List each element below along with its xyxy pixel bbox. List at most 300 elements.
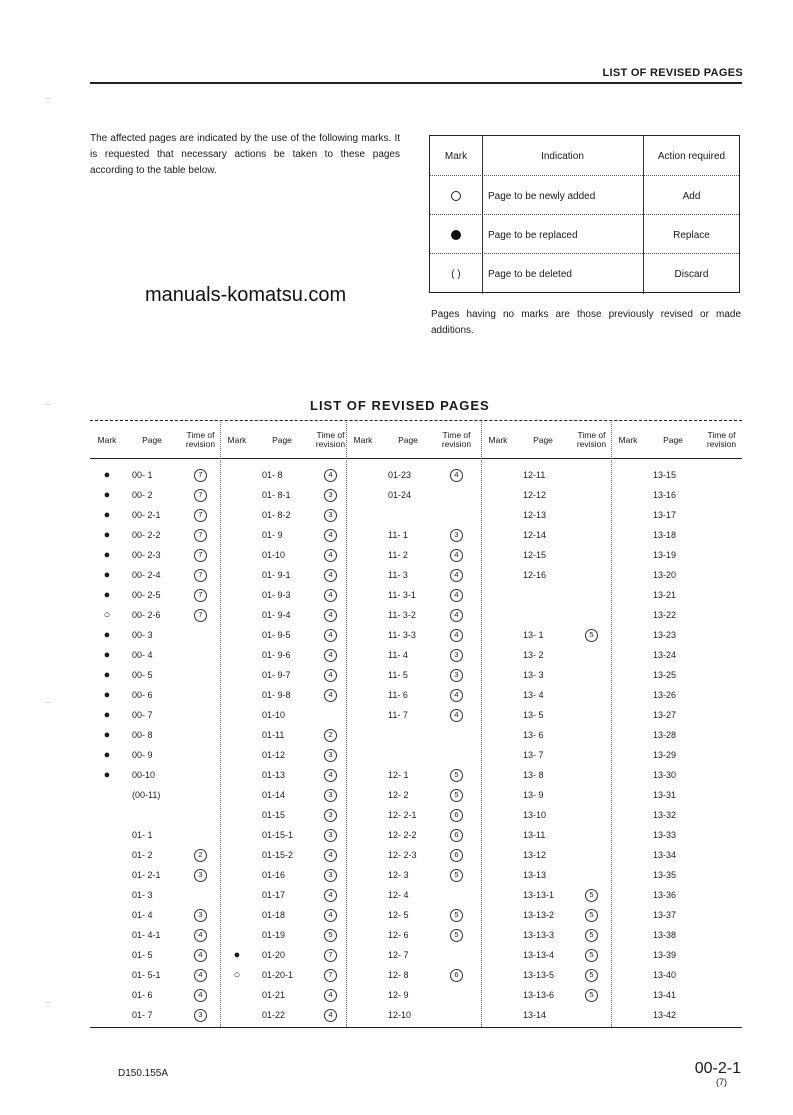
row-page: 13-13-5 xyxy=(523,970,555,980)
revision-circle-icon: 4 xyxy=(450,629,463,642)
row-page: 13- 1 xyxy=(523,630,544,640)
revision-circle-icon: 4 xyxy=(324,889,337,902)
revision-circle-icon: 5 xyxy=(585,909,598,922)
row-page: 13-42 xyxy=(653,1010,677,1020)
legend-indication: Page to be deleted xyxy=(482,254,644,294)
row-page: 01- 1 xyxy=(132,830,153,840)
row-revision xyxy=(701,565,742,585)
row-page: 12- 7 xyxy=(388,950,409,960)
row-page: 13-24 xyxy=(653,650,677,660)
row-page: (00-11) xyxy=(132,790,161,800)
revision-circle-icon: 5 xyxy=(585,969,598,982)
revision-circle-icon: 4 xyxy=(450,469,463,482)
table-row xyxy=(0,605,793,625)
revision-circle-icon: 3 xyxy=(324,749,337,762)
row-page: 13-26 xyxy=(653,690,677,700)
row-mark xyxy=(611,865,645,885)
row-revision xyxy=(701,1005,742,1025)
row-page: 13-21 xyxy=(653,590,677,600)
row-page: 01-20-1 xyxy=(262,970,294,980)
row-page: 01- 9-6 xyxy=(262,650,291,660)
scan-speck: ·-· xyxy=(45,1000,51,1006)
row-revision xyxy=(701,765,742,785)
row-page: 13-13-3 xyxy=(523,930,555,940)
revision-circle-icon: 7 xyxy=(324,949,337,962)
row-page: 01-13 xyxy=(262,770,286,780)
row-revision xyxy=(701,845,742,865)
table-row xyxy=(0,685,793,705)
row-page: 00- 1 xyxy=(132,470,153,480)
revision-circle-icon: 4 xyxy=(194,929,207,942)
row-mark xyxy=(611,545,645,565)
table-row xyxy=(0,925,793,945)
revision-circle-icon: 3 xyxy=(450,529,463,542)
row-mark xyxy=(611,985,645,1005)
table-row xyxy=(0,965,793,985)
header-rule xyxy=(90,82,742,84)
legend-row-add xyxy=(430,175,739,216)
row-page: 00- 5 xyxy=(132,670,153,680)
legend-row-replace xyxy=(430,214,739,255)
row-mark xyxy=(611,505,645,525)
row-page: 12-16 xyxy=(523,570,547,580)
header-time: Time of revision xyxy=(576,430,607,449)
revision-circle-icon: 7 xyxy=(194,469,207,482)
revision-circle-icon: 4 xyxy=(450,589,463,602)
row-page: 13-27 xyxy=(653,710,677,720)
row-page: 13-19 xyxy=(653,550,677,560)
row-page: 12-13 xyxy=(523,510,547,520)
row-mark xyxy=(611,665,645,685)
row-page: 01- 9 xyxy=(262,530,283,540)
row-mark xyxy=(611,825,645,845)
row-mark: ● xyxy=(103,589,111,601)
row-page: 12-14 xyxy=(523,530,547,540)
legend-header-mark: Mark xyxy=(430,136,483,176)
row-page: 13-22 xyxy=(653,610,677,620)
row-page: 13-10 xyxy=(523,810,547,820)
row-mark: ● xyxy=(103,689,111,701)
revision-circle-icon: 4 xyxy=(324,469,337,482)
row-page: 13-20 xyxy=(653,570,677,580)
revision-circle-icon: 5 xyxy=(585,989,598,1002)
row-page: 11- 4 xyxy=(388,650,408,660)
row-mark: ● xyxy=(233,949,241,961)
row-revision xyxy=(701,985,742,1005)
revision-circle-icon: 2 xyxy=(194,849,207,862)
revision-circle-icon: 4 xyxy=(324,689,337,702)
header-time: Time of revision xyxy=(315,430,346,449)
row-page: 01-21 xyxy=(262,990,286,1000)
table-row xyxy=(0,505,793,525)
header-mark: Mark xyxy=(353,434,373,445)
row-revision xyxy=(701,725,742,745)
revision-circle-icon: 4 xyxy=(324,909,337,922)
table-header-rule xyxy=(90,458,742,459)
row-revision xyxy=(701,645,742,665)
row-page: 01- 2 xyxy=(132,850,153,860)
row-revision xyxy=(701,485,742,505)
legend-indication: Page to be newly added xyxy=(482,176,644,216)
open-circle-icon xyxy=(451,191,461,201)
header-mark: Mark xyxy=(618,434,638,445)
row-page: 13-23 xyxy=(653,630,677,640)
row-page: 13-25 xyxy=(653,670,677,680)
table-row xyxy=(0,625,793,645)
header-time: Time of revision xyxy=(185,430,216,449)
row-page: 13-15 xyxy=(653,470,677,480)
revision-circle-icon: 5 xyxy=(450,789,463,802)
row-page: 13- 7 xyxy=(523,750,544,760)
row-page: 13-34 xyxy=(653,850,677,860)
row-mark: ● xyxy=(103,649,111,661)
page-header-title: LIST OF REVISED PAGES xyxy=(602,67,743,79)
row-page: 13-37 xyxy=(653,910,677,920)
row-page: 00- 2-6 xyxy=(132,610,161,620)
revision-circle-icon: 4 xyxy=(450,609,463,622)
row-page: 13- 2 xyxy=(523,650,544,660)
row-page: 11- 7 xyxy=(388,710,408,720)
row-page: 01-19 xyxy=(262,930,286,940)
row-page: 13-32 xyxy=(653,810,677,820)
table-row xyxy=(0,565,793,585)
table-row xyxy=(0,865,793,885)
table-row xyxy=(0,545,793,565)
table-row xyxy=(0,1005,793,1025)
row-page: 00- 4 xyxy=(132,650,153,660)
row-mark: ● xyxy=(103,529,111,541)
revision-circle-icon: 5 xyxy=(585,949,598,962)
row-revision xyxy=(701,605,742,625)
row-page: 12- 1 xyxy=(388,770,409,780)
revision-circle-icon: 5 xyxy=(585,889,598,902)
row-mark xyxy=(611,925,645,945)
row-page: 12- 2-3 xyxy=(388,850,417,860)
row-mark xyxy=(611,805,645,825)
row-mark xyxy=(611,465,645,485)
row-page: 01-12 xyxy=(262,750,286,760)
watermark-text: manuals-komatsu.com xyxy=(145,284,347,306)
revision-circle-icon: 7 xyxy=(194,549,207,562)
revision-circle-icon: 7 xyxy=(194,589,207,602)
row-page: 01-17 xyxy=(262,890,286,900)
row-page: 13-13-4 xyxy=(523,950,555,960)
row-mark xyxy=(611,785,645,805)
row-page: 13-11 xyxy=(523,830,546,840)
row-revision xyxy=(701,905,742,925)
row-revision xyxy=(701,685,742,705)
header-mark: Mark xyxy=(488,434,508,445)
revision-circle-icon: 3 xyxy=(324,869,337,882)
revision-number: (7) xyxy=(716,1077,727,1087)
scan-speck: ·-· xyxy=(45,402,51,408)
row-page: 12- 3 xyxy=(388,870,409,880)
row-revision xyxy=(701,505,742,525)
table-row xyxy=(0,845,793,865)
row-revision xyxy=(701,825,742,845)
row-page: 13- 8 xyxy=(523,770,544,780)
legend-action: Replace xyxy=(673,229,710,241)
intro-text: The affected pages are indicated by the use of the following marks. It is requested that necessary actions be taken to these pages according to the table below. xyxy=(90,133,400,176)
row-mark: ● xyxy=(103,729,111,741)
revision-circle-icon: 4 xyxy=(450,549,463,562)
header-time: Time of revision xyxy=(706,430,737,449)
revision-circle-icon: 4 xyxy=(324,989,337,1002)
table-row xyxy=(0,585,793,605)
page-number: 00-2-1 xyxy=(694,1060,741,1077)
revision-circle-icon: 3 xyxy=(324,789,337,802)
header-page: Page xyxy=(272,434,292,445)
row-mark: ○ xyxy=(233,969,241,981)
row-mark xyxy=(611,585,645,605)
row-revision xyxy=(701,965,742,985)
revision-circle-icon: 7 xyxy=(194,509,207,522)
revision-circle-icon: 3 xyxy=(194,1009,207,1022)
row-mark xyxy=(611,1005,645,1025)
row-page: 00- 2-3 xyxy=(132,550,161,560)
list-title: LIST OF REVISED PAGES xyxy=(310,398,490,413)
header-mark: Mark xyxy=(227,434,247,445)
note-text: Pages having no marks are those previously revised or made additions. xyxy=(431,309,741,336)
row-page: 12- 9 xyxy=(388,990,409,1000)
row-revision xyxy=(701,745,742,765)
revision-circle-icon: 4 xyxy=(324,849,337,862)
header-page: Page xyxy=(142,434,162,445)
revision-circle-icon: 4 xyxy=(324,669,337,682)
row-page: 01- 5-1 xyxy=(132,970,161,980)
row-mark: ● xyxy=(103,469,111,481)
row-page: 12- 2-1 xyxy=(388,810,417,820)
row-page: 11- 3-2 xyxy=(388,610,416,620)
revision-circle-icon: 3 xyxy=(324,509,337,522)
revision-circle-icon: 4 xyxy=(324,589,337,602)
row-page: 13-36 xyxy=(653,890,677,900)
scan-speck: ·-· xyxy=(45,700,51,706)
row-page: 11- 6 xyxy=(388,690,408,700)
header-page: Page xyxy=(663,434,683,445)
row-page: 01- 4-1 xyxy=(132,930,161,940)
row-page: 12-10 xyxy=(388,1010,412,1020)
row-mark xyxy=(611,745,645,765)
scan-speck: ·-· xyxy=(45,96,51,102)
row-mark xyxy=(611,905,645,925)
row-page: 00- 3 xyxy=(132,630,153,640)
legend-action: Add xyxy=(682,190,701,202)
row-page: 13- 4 xyxy=(523,690,544,700)
header-mark: Mark xyxy=(97,434,117,445)
table-top-rule xyxy=(90,420,742,421)
row-page: 00- 2 xyxy=(132,490,153,500)
revision-circle-icon: 7 xyxy=(194,609,207,622)
row-revision xyxy=(701,705,742,725)
row-page: 13-29 xyxy=(653,750,677,760)
row-mark xyxy=(611,525,645,545)
row-mark xyxy=(611,645,645,665)
row-mark xyxy=(611,565,645,585)
row-page: 13-13-2 xyxy=(523,910,555,920)
row-page: 01- 2-1 xyxy=(132,870,161,880)
row-page: 12- 5 xyxy=(388,910,409,920)
header-time: Time of revision xyxy=(441,430,472,449)
row-page: 01- 4 xyxy=(132,910,153,920)
row-mark xyxy=(611,965,645,985)
row-mark: ○ xyxy=(103,609,111,621)
row-page: 01-15-1 xyxy=(262,830,294,840)
row-page: 12- 2 xyxy=(388,790,409,800)
row-page: 01- 9-8 xyxy=(262,690,291,700)
table-row xyxy=(0,945,793,965)
revision-circle-icon: 5 xyxy=(450,769,463,782)
row-page: 01- 9-5 xyxy=(262,630,291,640)
table-row xyxy=(0,485,793,505)
revision-circle-icon: 3 xyxy=(194,909,207,922)
revision-circle-icon: 5 xyxy=(585,629,598,642)
revision-circle-icon: 4 xyxy=(450,689,463,702)
row-page: 01- 9-3 xyxy=(262,590,291,600)
row-page: 01-16 xyxy=(262,870,286,880)
revision-circle-icon: 7 xyxy=(324,969,337,982)
row-page: 00- 2-1 xyxy=(132,510,161,520)
parentheses-mark: ( ) xyxy=(430,254,483,294)
row-mark xyxy=(611,685,645,705)
row-page: 13-12 xyxy=(523,850,547,860)
table-row xyxy=(0,985,793,1005)
row-mark xyxy=(611,945,645,965)
row-page: 01- 9-1 xyxy=(262,570,291,580)
revision-circle-icon: 6 xyxy=(450,829,463,842)
row-page: 13-40 xyxy=(653,970,677,980)
row-mark: ● xyxy=(103,549,111,561)
revision-circle-icon: 2 xyxy=(324,729,337,742)
table-row xyxy=(0,805,793,825)
row-page: 01-10 xyxy=(262,550,286,560)
filled-circle-icon xyxy=(451,230,461,240)
row-revision xyxy=(701,545,742,565)
row-page: 01- 8-1 xyxy=(262,490,291,500)
row-page: 01- 9-4 xyxy=(262,610,291,620)
revision-circle-icon: 4 xyxy=(324,549,337,562)
row-page: 13-39 xyxy=(653,950,677,960)
row-page: 00- 8 xyxy=(132,730,153,740)
legend-header-action: Action required xyxy=(657,150,726,162)
row-page: 11- 3-1 xyxy=(388,590,416,600)
row-revision xyxy=(701,865,742,885)
legend-table xyxy=(429,135,740,293)
row-page: 11- 3 xyxy=(388,570,408,580)
revision-circle-icon: 4 xyxy=(450,709,463,722)
row-page: 01- 5 xyxy=(132,950,153,960)
row-mark: ● xyxy=(103,769,111,781)
row-page: 13-30 xyxy=(653,770,677,780)
row-mark: ● xyxy=(103,569,111,581)
header-page: Page xyxy=(533,434,553,445)
row-revision xyxy=(701,625,742,645)
row-mark: ● xyxy=(103,709,111,721)
row-page: 01-22 xyxy=(262,1010,286,1020)
table-row xyxy=(0,905,793,925)
row-revision xyxy=(701,885,742,905)
row-revision xyxy=(701,925,742,945)
row-page: 01- 7 xyxy=(132,1010,153,1020)
revision-circle-icon: 5 xyxy=(450,869,463,882)
row-page: 00- 2-4 xyxy=(132,570,161,580)
row-page: 00- 7 xyxy=(132,710,153,720)
revision-circle-icon: 4 xyxy=(194,949,207,962)
table-row xyxy=(0,825,793,845)
row-page: 12- 8 xyxy=(388,970,409,980)
revision-circle-icon: 3 xyxy=(194,869,207,882)
row-mark: ● xyxy=(103,749,111,761)
revision-circle-icon: 4 xyxy=(450,569,463,582)
row-page: 00- 2-5 xyxy=(132,590,161,600)
revision-circle-icon: 6 xyxy=(450,849,463,862)
table-row xyxy=(0,705,793,725)
revision-circle-icon: 4 xyxy=(324,649,337,662)
table-row xyxy=(0,885,793,905)
row-page: 13-31 xyxy=(653,790,677,800)
revision-circle-icon: 3 xyxy=(324,809,337,822)
revision-circle-icon: 5 xyxy=(585,929,598,942)
row-page: 01-15 xyxy=(262,810,286,820)
revision-circle-icon: 7 xyxy=(194,569,207,582)
revision-circle-icon: 4 xyxy=(324,529,337,542)
table-bottom-rule xyxy=(90,1027,742,1028)
row-page: 01- 8 xyxy=(262,470,283,480)
row-revision xyxy=(701,465,742,485)
legend-row-discard xyxy=(430,253,739,294)
row-mark xyxy=(611,705,645,725)
row-page: 01- 9-7 xyxy=(262,670,291,680)
table-row xyxy=(0,525,793,545)
row-page: 01-14 xyxy=(262,790,286,800)
row-page: 00-10 xyxy=(132,770,156,780)
revision-circle-icon: 7 xyxy=(194,529,207,542)
row-mark xyxy=(611,885,645,905)
table-row xyxy=(0,785,793,805)
revision-circle-icon: 4 xyxy=(194,969,207,982)
row-page: 13-38 xyxy=(653,930,677,940)
row-revision xyxy=(701,525,742,545)
row-page: 11- 3-3 xyxy=(388,630,416,640)
model-number: D150.155A xyxy=(118,1068,169,1079)
row-mark xyxy=(611,485,645,505)
row-mark xyxy=(611,765,645,785)
row-page: 11- 1 xyxy=(388,530,408,540)
row-mark xyxy=(611,725,645,745)
row-mark: ● xyxy=(103,489,111,501)
row-mark xyxy=(611,845,645,865)
row-page: 13-17 xyxy=(653,510,677,520)
row-revision xyxy=(701,805,742,825)
row-page: 13- 9 xyxy=(523,790,544,800)
revision-circle-icon: 7 xyxy=(194,489,207,502)
table-row xyxy=(0,765,793,785)
revision-circle-icon: 5 xyxy=(450,909,463,922)
row-page: 13-18 xyxy=(653,530,677,540)
table-row xyxy=(0,645,793,665)
revision-circle-icon: 4 xyxy=(324,1009,337,1022)
row-mark: ● xyxy=(103,669,111,681)
row-page: 01-20 xyxy=(262,950,286,960)
row-page: 01- 6 xyxy=(132,990,153,1000)
row-mark: ● xyxy=(103,509,111,521)
row-page: 01-11 xyxy=(262,730,285,740)
table-row xyxy=(0,665,793,685)
row-mark: ● xyxy=(103,629,111,641)
row-page: 12- 4 xyxy=(388,890,409,900)
legend-action: Discard xyxy=(674,268,709,280)
legend-header-row xyxy=(430,136,739,176)
